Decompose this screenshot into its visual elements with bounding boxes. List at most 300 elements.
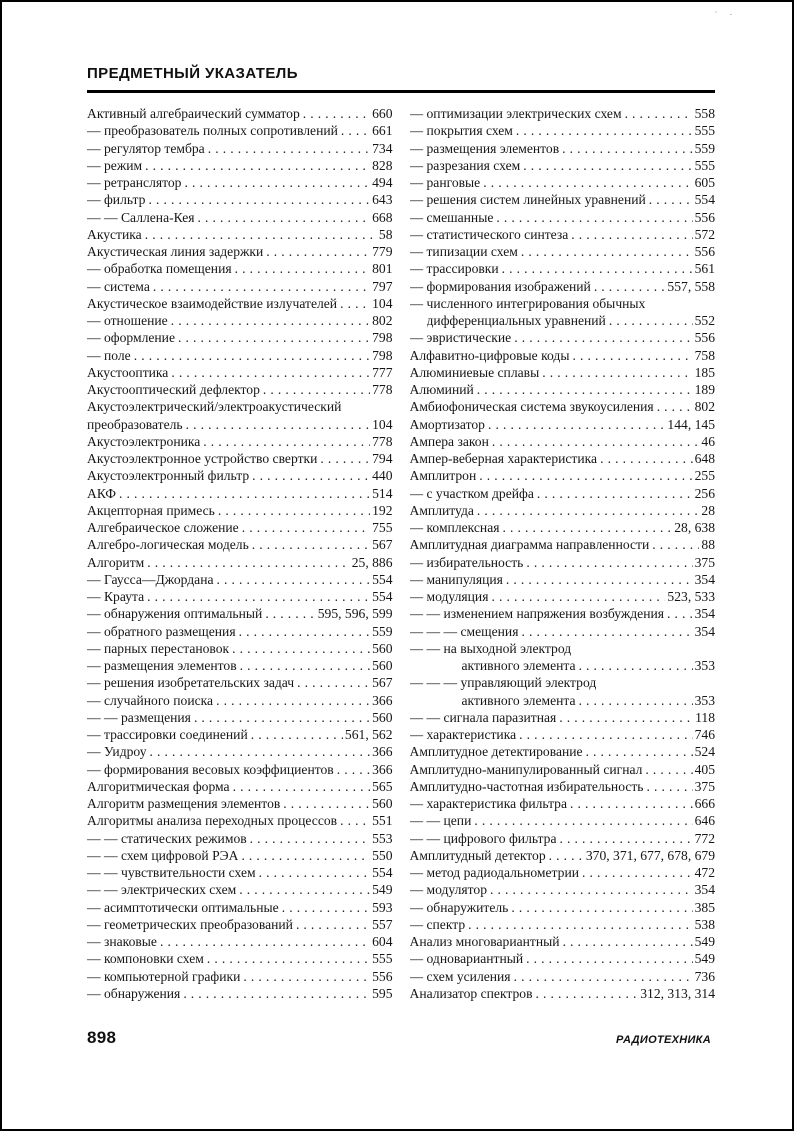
entry-text: — Гаусса—Джордана: [87, 571, 214, 587]
entry-page-number: 798: [372, 330, 393, 346]
index-entry: [410, 381, 716, 398]
entry-page-number: 353: [694, 658, 715, 673]
entry-text: — преобразователь полных сопротивлений: [87, 123, 338, 139]
entry-page-number: 553: [372, 830, 393, 846]
entry-page-number: 552: [694, 313, 715, 328]
entry-text: — избирательность: [409, 554, 524, 570]
entry-text: — размещения элементов: [87, 658, 237, 673]
index-entry: [410, 830, 716, 847]
dot-leader: [320, 450, 370, 467]
entry-page-number: 524: [694, 744, 715, 760]
entry-text: Алгоритмы анализа переходных процессов: [87, 813, 338, 829]
entry-text: преобразователь: [87, 416, 183, 432]
dot-leader: [559, 830, 692, 847]
index-entry: [410, 743, 716, 760]
index-entry: [87, 243, 393, 260]
entry-text: — обнаружитель: [409, 899, 509, 915]
index-entry: [410, 260, 716, 277]
dot-leader: [160, 933, 370, 950]
dot-leader: [503, 519, 673, 536]
entry-text: Акустика: [87, 226, 142, 242]
entry-text: Амбиофоническая система звукоусиления: [409, 399, 654, 415]
entry-page-number: 593: [372, 899, 393, 915]
dot-leader: [600, 450, 693, 467]
index-entry: [87, 795, 393, 812]
dot-leader: [647, 778, 693, 795]
index-entry: [87, 761, 393, 778]
dot-leader: [468, 916, 692, 933]
entry-page-number: 802: [694, 399, 715, 415]
dot-leader: [184, 174, 370, 191]
dot-leader: [252, 467, 370, 484]
entry-text: — компьютерной графики: [87, 968, 241, 984]
index-entry: [87, 899, 393, 916]
entry-page-number: 755: [372, 520, 393, 535]
entry-text: — — схем цифровой РЭА: [87, 847, 239, 863]
entry-text: Амплитудное детектирование: [409, 744, 583, 760]
dot-leader: [488, 416, 665, 433]
entry-text: Амплитудная диаграмма направленности: [409, 537, 650, 553]
entry-text: Амплитрон: [409, 468, 477, 484]
entry-page-number: 734: [372, 140, 393, 156]
dot-leader: [572, 347, 692, 364]
entry-page-number: 551: [372, 813, 393, 829]
entry-text: — трассировки соединений: [87, 727, 248, 742]
entry-text: Акустическая линия задержки: [87, 244, 264, 259]
dot-leader: [594, 278, 666, 295]
index-entry: [87, 122, 393, 139]
index-entry: [410, 329, 716, 346]
index-entry: [87, 571, 393, 588]
dot-leader: [474, 812, 692, 829]
entry-page-number: 28: [701, 502, 715, 518]
index-entry: [87, 847, 393, 864]
dot-leader: [207, 950, 370, 967]
dot-leader: [153, 278, 370, 295]
entry-text: — эвристические: [409, 330, 512, 346]
entry-text: — регулятор тембра: [87, 140, 205, 156]
index-entry: [87, 174, 393, 191]
dot-leader: [242, 519, 370, 536]
dot-leader: [563, 933, 693, 950]
dot-leader: [542, 364, 692, 381]
entry-text: — — изменением напряжения возбуждения: [409, 606, 665, 622]
index-entry: [410, 554, 716, 571]
index-entry: [87, 726, 393, 743]
entry-text: — знаковые: [87, 934, 157, 949]
entry-text: активного элемента: [461, 658, 576, 673]
dot-leader: [171, 312, 370, 329]
entry-text: — комплексная: [409, 520, 500, 535]
index-entry: [87, 278, 393, 295]
entry-page-number: 538: [694, 916, 715, 932]
index-entry: [410, 950, 716, 967]
dot-leader: [490, 881, 693, 898]
dot-leader: [341, 122, 370, 139]
entry-page-number: 797: [372, 278, 393, 294]
dot-leader: [609, 312, 693, 329]
index-entry: [87, 502, 393, 519]
entry-page-number: 405: [694, 761, 715, 777]
dot-leader: [514, 329, 692, 346]
index-entry: [410, 899, 716, 916]
entry-text: — разрезания схем: [409, 157, 521, 173]
index-entry: [410, 536, 716, 553]
dot-leader: [483, 174, 692, 191]
entry-page-number: 801: [372, 261, 393, 277]
dot-leader: [492, 433, 700, 450]
entry-text: Акцепторная примесь: [87, 502, 215, 518]
entry-page-number: 549: [694, 951, 715, 967]
index-entry: [87, 933, 393, 950]
entry-page-number: 643: [372, 192, 393, 208]
index-entry: [410, 398, 716, 415]
page-title: ПРЕДМЕТНЫЙ УКАЗАТЕЛЬ: [87, 65, 298, 82]
entry-page-number: 758: [694, 347, 715, 363]
entry-page-number: 256: [694, 485, 715, 501]
entry-text: — решения систем линейных уравнений: [409, 192, 646, 208]
entry-page-number: 555: [372, 951, 393, 967]
index-entry: [410, 640, 716, 657]
dot-leader: [250, 830, 370, 847]
entry-text: — отношение: [87, 313, 168, 328]
entry-page-number: 385: [694, 899, 715, 915]
index-entry: [87, 105, 393, 122]
entry-text: — формирования весовых коэффициентов: [87, 761, 334, 777]
index-entry: [410, 916, 716, 933]
index-entry: [87, 450, 393, 467]
entry-text: — — чувствительности схем: [87, 865, 256, 880]
entry-text: — поле: [87, 347, 131, 363]
entry-page-number: 556: [694, 244, 715, 259]
dot-leader: [571, 226, 692, 243]
dot-leader: [519, 726, 692, 743]
dot-leader: [296, 916, 370, 933]
footer-running-title: РАДИОТЕХНИКА: [616, 1034, 711, 1046]
entry-text: — характеристика фильтра: [409, 796, 568, 811]
entry-page-number: 778: [372, 382, 393, 397]
entry-page-number: 558: [694, 106, 715, 121]
entry-page-number: 565: [372, 778, 393, 794]
index-entry: [410, 571, 716, 588]
dot-leader: [197, 209, 370, 226]
entry-text: — обнаружения: [87, 985, 181, 1001]
entry-page-number: 255: [694, 468, 715, 484]
entry-page-number: 104: [372, 295, 393, 311]
index-entry: [410, 795, 716, 812]
dot-leader: [147, 554, 349, 571]
entry-page-number: 366: [372, 744, 393, 760]
index-entry: [87, 588, 393, 605]
index-entry: [410, 864, 716, 881]
entry-page-number: 375: [694, 778, 715, 794]
index-entry: [87, 554, 393, 571]
entry-page-number: 778: [372, 433, 393, 449]
entry-text: Алюминий: [409, 382, 474, 397]
entry-text: — случайного поиска: [87, 692, 214, 708]
entry-text: — геометрических преобразований: [87, 916, 293, 932]
entry-text: Акустооптический дефлектор: [87, 382, 260, 397]
entry-text: Акустооптика: [87, 364, 169, 380]
index-entry: [87, 364, 393, 381]
entry-text: — Уидроу: [87, 744, 147, 760]
entry-page-number: 440: [372, 468, 393, 484]
entry-page-number: 554: [372, 571, 393, 587]
index-column-right: [410, 105, 716, 1002]
dot-leader: [586, 743, 693, 760]
index-entry: [87, 329, 393, 346]
index-entry: [410, 623, 716, 640]
index-entry: [410, 278, 716, 295]
index-entry: [87, 709, 393, 726]
entry-text: — — на выходной электрод: [409, 640, 572, 656]
dot-leader: [239, 881, 370, 898]
dot-leader: [579, 657, 693, 674]
entry-text: — парных перестановок: [87, 640, 230, 656]
dot-leader: [649, 191, 693, 208]
index-entry: [410, 485, 716, 502]
entry-text: — формирования изображений: [409, 278, 591, 294]
entry-page-number: 189: [694, 382, 715, 397]
entry-text: Акустическое взаимодействие излучателей: [87, 295, 338, 311]
index-entry: [410, 140, 716, 157]
index-entry: [410, 209, 716, 226]
entry-page-number: 46: [701, 433, 715, 449]
index-entry: [87, 968, 393, 985]
entry-page-number: 88: [701, 537, 715, 553]
dot-leader: [240, 657, 370, 674]
entry-page-number: 595: [372, 985, 393, 1001]
dot-leader: [521, 243, 693, 260]
index-entry: [87, 347, 393, 364]
dot-leader: [241, 847, 370, 864]
entry-text: Акустоэлектронное устройство свертки: [87, 451, 318, 466]
entry-text: — типизации схем: [409, 244, 518, 259]
entry-page-number: 554: [372, 589, 393, 604]
entry-page-number: 561: [694, 261, 715, 277]
entry-text: — Краута: [87, 589, 145, 604]
index-entry: [410, 985, 716, 1002]
index-entry: [410, 312, 716, 329]
entry-text: — обработка помещения: [87, 261, 232, 277]
dot-leader: [208, 140, 370, 157]
entry-text: — ранговые: [409, 175, 481, 190]
entry-text: — размещения элементов: [409, 140, 560, 156]
index-entry: [410, 122, 716, 139]
entry-page-number: 185: [694, 364, 715, 380]
dot-leader: [582, 864, 693, 881]
index-entry: [410, 519, 716, 536]
entry-text: Алгоритм размещения элементов: [87, 796, 281, 811]
entry-page-number: 798: [372, 347, 393, 363]
dot-leader: [514, 968, 693, 985]
dot-leader: [217, 571, 371, 588]
entry-page-number: 118: [695, 709, 715, 725]
entry-page-number: 144, 145: [667, 416, 715, 432]
entry-text: Алгебро-логическая модель: [87, 537, 249, 553]
entry-page-number: 354: [694, 623, 715, 639]
index-entry: [410, 347, 716, 364]
dot-leader: [625, 105, 693, 122]
dot-leader: [562, 140, 692, 157]
entry-text: — характеристика: [409, 727, 517, 742]
index-entry: [87, 226, 393, 243]
index-entry: [410, 467, 716, 484]
index-entry: [410, 105, 716, 122]
dot-leader: [203, 433, 370, 450]
entry-text: Акустоэлектронный фильтр: [87, 468, 250, 484]
index-entry: [410, 812, 716, 829]
entry-page-number: 104: [372, 416, 393, 432]
entry-page-number: 736: [694, 968, 715, 984]
entry-page-number: 354: [694, 571, 715, 587]
entry-text: Амортизатор: [409, 416, 485, 432]
entry-text: — — электрических схем: [87, 882, 237, 898]
index-entry: [87, 743, 393, 760]
index-entry: [87, 623, 393, 640]
entry-text: Амплитуда: [409, 502, 474, 518]
index-entry: [410, 881, 716, 898]
entry-text: — компоновки схем: [87, 951, 204, 967]
entry-text: — — — смещения: [409, 623, 519, 639]
entry-text: — решения изобретательских задач: [87, 675, 295, 691]
dot-leader: [340, 812, 370, 829]
index-entry: [410, 502, 716, 519]
entry-page-number: 646: [694, 813, 715, 829]
entry-text: Анализ многовариантный: [409, 934, 560, 949]
entry-page-number: 472: [694, 865, 715, 880]
index-entry: [410, 416, 716, 433]
entry-text: — метод радиодальнометрии: [409, 865, 579, 880]
entry-page-number: 557, 558: [667, 278, 715, 294]
index-entry: [410, 191, 716, 208]
entry-page-number: 25, 886: [351, 554, 393, 570]
entry-page-number: 559: [372, 623, 393, 639]
index-entry: [87, 140, 393, 157]
entry-page-number: 550: [372, 847, 393, 863]
dot-leader: [303, 105, 370, 122]
index-entry: [87, 812, 393, 829]
entry-page-number: 549: [694, 934, 715, 949]
index-entry: [87, 467, 393, 484]
entry-page-number: 605: [694, 175, 715, 190]
entry-page-number: 567: [372, 537, 393, 553]
index-entry: [410, 761, 716, 778]
dot-leader: [233, 778, 371, 795]
index-entry: [410, 847, 716, 864]
dot-leader: [536, 985, 639, 1002]
entry-page-number: 556: [694, 330, 715, 346]
index-entry: [410, 692, 716, 709]
entry-text: — модуляция: [409, 589, 489, 604]
index-entry: [410, 226, 716, 243]
dot-leader: [259, 864, 371, 881]
dot-leader: [171, 364, 370, 381]
entry-text: — манипуляция: [409, 571, 503, 587]
entry-text: — обнаружения оптимальный: [87, 606, 263, 622]
entry-page-number: 58: [378, 226, 393, 242]
entry-text: — оптимизации электрических схем: [409, 106, 622, 121]
entry-page-number: 561, 562: [344, 727, 393, 742]
index-entry: [410, 243, 716, 260]
index-column-left: [87, 105, 393, 1002]
entry-page-number: 648: [694, 451, 715, 466]
dot-leader: [523, 157, 692, 174]
dot-leader: [491, 588, 665, 605]
entry-page-number: 779: [372, 244, 393, 259]
page-header: [87, 65, 715, 93]
footer-page-number: 898: [87, 1028, 117, 1047]
dot-leader: [178, 329, 370, 346]
entry-text: Анализатор спектров: [409, 985, 533, 1001]
entry-page-number: 523, 533: [667, 589, 715, 604]
entry-text: — обратного размещения: [87, 623, 236, 639]
dot-leader: [263, 381, 370, 398]
header-rule: [87, 90, 715, 93]
dot-leader: [502, 260, 693, 277]
entry-page-number: 828: [372, 157, 393, 173]
entry-page-number: 556: [694, 209, 715, 225]
dot-leader: [251, 726, 343, 743]
index-entry: [410, 968, 716, 985]
dot-leader: [147, 588, 370, 605]
dot-leader: [235, 260, 371, 277]
entry-page-number: 554: [372, 865, 393, 880]
index-entry: [410, 657, 716, 674]
dot-leader: [119, 485, 370, 502]
dot-leader: [252, 536, 370, 553]
entry-text: — — размещения: [87, 709, 191, 725]
entry-text: Алюминиевые сплавы: [409, 364, 540, 380]
entry-text: — ретранслятор: [87, 175, 182, 190]
index-entry: [410, 709, 716, 726]
index-entry: [87, 640, 393, 657]
dot-leader: [511, 899, 692, 916]
entry-text: дифференциальных уравнений: [426, 313, 606, 328]
dot-leader: [521, 623, 692, 640]
index-entry: [87, 950, 393, 967]
dot-leader: [134, 347, 370, 364]
index-entry: [410, 433, 716, 450]
index-entry: [87, 191, 393, 208]
dot-leader: [652, 536, 699, 553]
entry-text: — спектр: [409, 916, 466, 932]
entry-text: — с участком дрейфа: [409, 485, 534, 501]
entry-page-number: 514: [372, 485, 393, 501]
dot-leader: [232, 640, 370, 657]
entry-text: Алгебраическое сложение: [87, 520, 239, 535]
entry-page-number: 557: [372, 916, 393, 932]
entry-page-number: 28, 638: [674, 520, 715, 535]
entry-text: активного элемента: [461, 692, 576, 708]
entry-text: Ампер-веберная характеристика: [409, 451, 598, 466]
entry-text: — режим: [87, 157, 143, 173]
dot-leader: [549, 847, 584, 864]
entry-text: Амплитудно-манипулированный сигнал: [409, 761, 643, 777]
dot-leader: [186, 416, 370, 433]
index-entry: [87, 881, 393, 898]
index-entry: [87, 985, 393, 1002]
dot-leader: [479, 467, 692, 484]
dot-leader: [477, 381, 693, 398]
dot-leader: [579, 692, 693, 709]
entry-text: — оформление: [87, 330, 175, 346]
entry-page-number: 312, 313, 314: [640, 985, 715, 1001]
dot-leader: [657, 398, 693, 415]
dot-leader: [340, 295, 370, 312]
index-entry: [87, 830, 393, 847]
entry-text: — — цифрового фильтра: [409, 830, 557, 846]
